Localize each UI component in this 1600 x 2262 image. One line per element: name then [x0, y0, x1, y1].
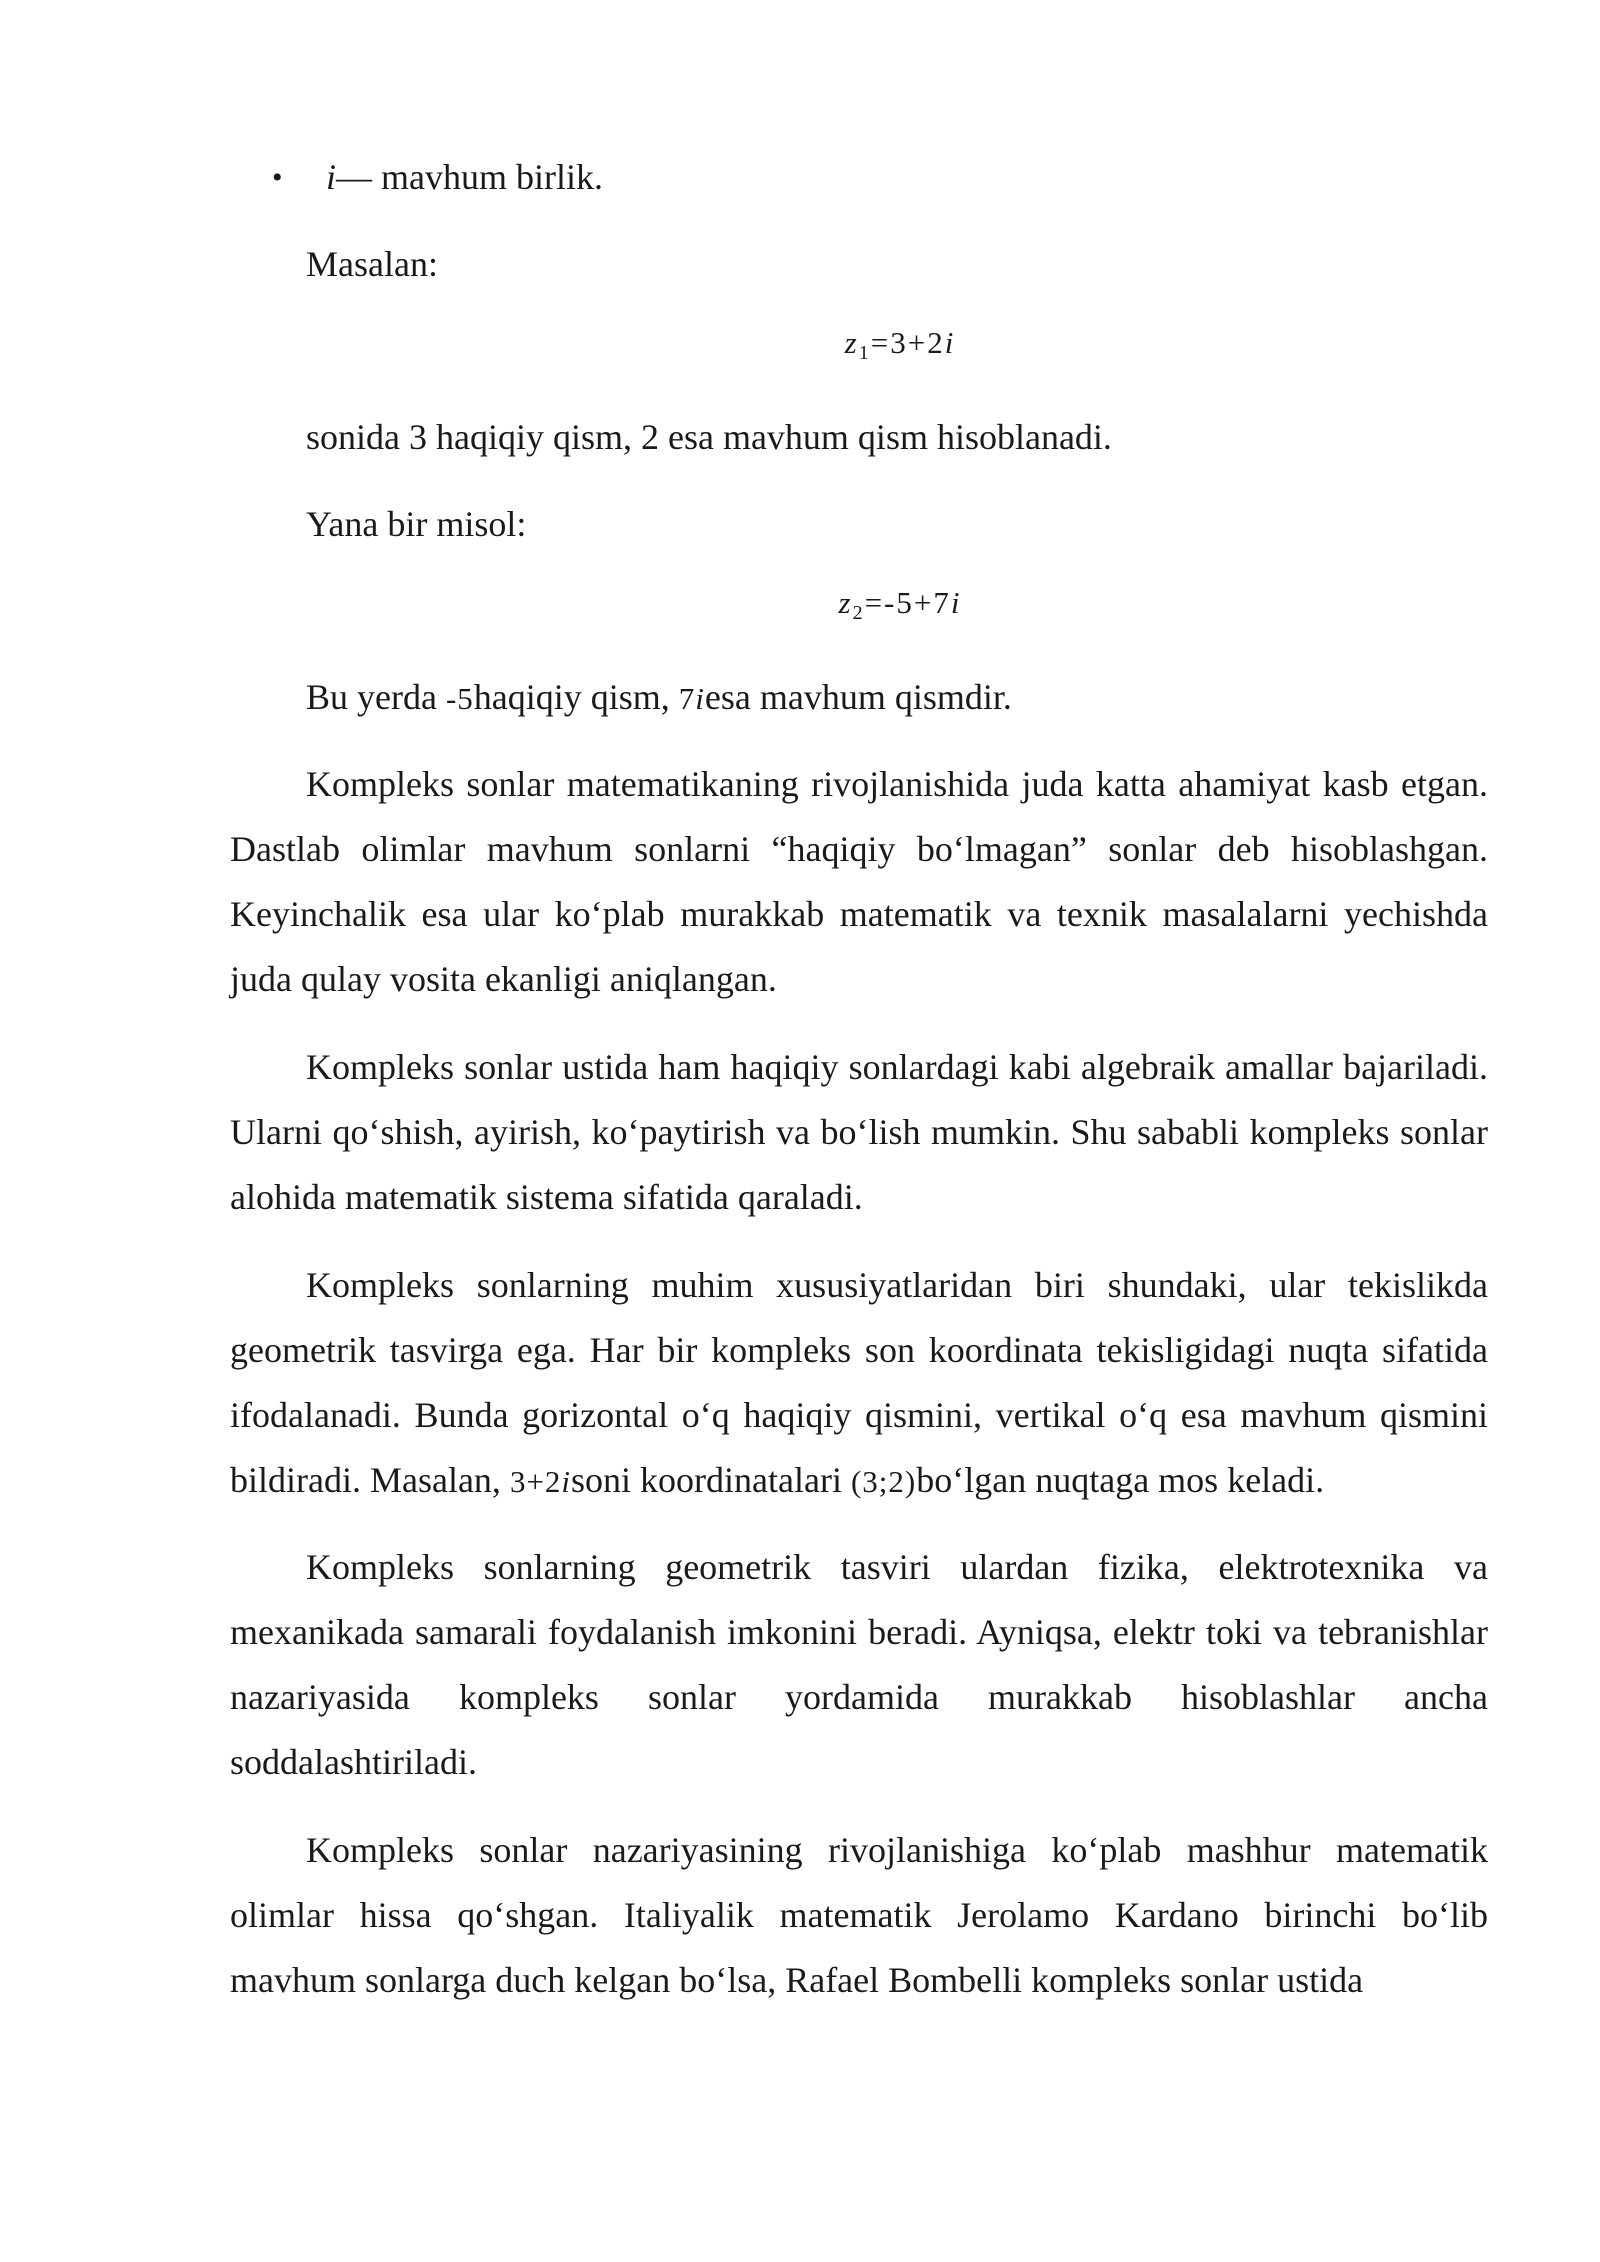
example2-after-c: esa mavhum qismdir. — [704, 677, 1012, 717]
paragraph-geometric-math1 — [510, 1464, 571, 1499]
formula-z2 — [0, 585, 1600, 625]
formula-z2-var: z — [838, 585, 853, 620]
paragraph-history: Kompleks sonlar matematikaning rivojlanishida juda katta ahamiyat kasb etgan. Dastlab olimlar mavhum sonlarni “haqiqiy bo‘lmagan” sonlar deb hisoblashgan. Keyinchalik esa ular ko‘plab murakkab matematik va texnik masalalarni yechishda juda qulay vosita ekanligi aniqlangan. — [230, 764, 1488, 999]
formula-z1-var: z — [844, 325, 859, 360]
example2-math-imag-var: i — [695, 681, 705, 716]
example2-math-imag-num: 7 — [678, 681, 696, 716]
paragraph-geometric-c: bo‘lgan nuqtaga mos keladi. — [916, 1460, 1325, 1500]
bullet-variable: i — [326, 157, 337, 197]
example2-math-imag — [679, 681, 705, 716]
example1-intro: Masalan: — [306, 244, 438, 284]
formula-z1 — [0, 325, 1600, 365]
paragraph-geometric — [230, 1253, 1488, 1514]
paragraph-mathematicians: Kompleks sonlar nazariyasining rivojlanishiga ko‘plab mashhur matematik olimlar hissa qo‘shgan. Italiyalik matematik Jerolamo Kardano birinchi bo‘lib mavhum sonlarga duch kelgan bo‘lsa, Rafael Bombelli kompleks sonlar ustida — [230, 1830, 1488, 2000]
bullet-text-wrap — [326, 145, 603, 210]
paragraph-geometric-b: soni koordinatalari — [571, 1460, 851, 1500]
paragraph-geometric-a: Kompleks sonlarning muhim xususiyatlaridan biri shundaki, ular tekislikda geometrik tasvirga ega. Har bir kompleks son koordinata tekisligidagi nuqta sifatida ifodalanadi. Bunda gorizontal o‘q haqiqiy qismini, vertikal o‘q esa mavhum qismini bildiradi. Masalan, — [230, 1265, 1488, 1500]
paragraph-applications: Kompleks sonlarning geometrik tasviri ulardan fizika, elektrotexnika va mexanikada samarali foydalanish imkonini beradi. Ayniqsa, elektr toki va tebranishlar nazariyasida kompleks sonlar yordamida murakkab hisoblashlar ancha soddalashtiriladi. — [230, 1547, 1488, 1782]
paragraph-geometric-math2: (3;2) — [850, 1464, 917, 1499]
example2-after-a: Bu yerda — [306, 677, 446, 717]
example2-after — [306, 665, 1012, 731]
paragraph-geometric-math1-num: 3+2 — [509, 1464, 562, 1499]
example2-after-b: haqiqiy qism, — [473, 677, 679, 717]
bullet-symbol: • — [272, 161, 283, 194]
example2-math-real: -5 — [445, 681, 474, 716]
paragraph-geometric-math1-var: i — [561, 1464, 572, 1499]
formula-z2-rhs: =-5+7 — [864, 585, 951, 620]
example1-after: sonida 3 haqiqiy qism, 2 esa mavhum qism hisoblanadi. — [306, 417, 1112, 457]
example2-intro: Yana bir misol: — [306, 504, 527, 544]
formula-z1-imag: i — [944, 325, 956, 360]
formula-z2-sub: 2 — [852, 602, 865, 624]
formula-z1-rhs: =3+2 — [870, 325, 945, 360]
formula-z1-sub: 1 — [858, 342, 871, 364]
paragraph-operations: Kompleks sonlar ustida ham haqiqiy sonlardagi kabi algebraik amallar bajariladi. Ularni qo‘shish, ayirish, ko‘paytirish va bo‘lish mumkin. Shu sababli kompleks sonlar alohida matematik sistema sifatida qaraladi. — [230, 1047, 1488, 1217]
bullet-text: — mavhum birlik. — [336, 157, 603, 197]
formula-z2-imag: i — [950, 585, 962, 620]
